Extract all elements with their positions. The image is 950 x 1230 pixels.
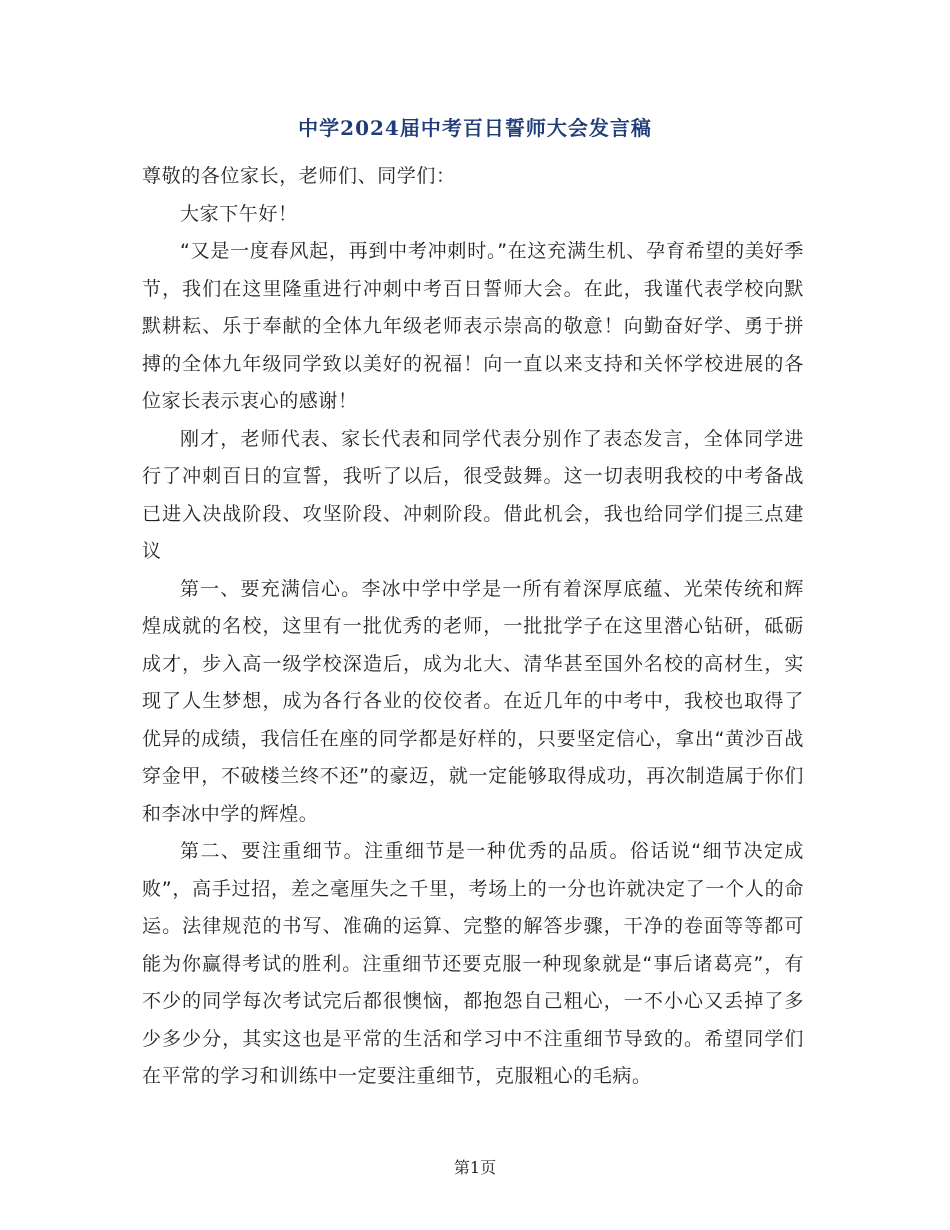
paragraph-greeting: 大家下午好！ <box>180 202 298 225</box>
document-body <box>142 158 804 1096</box>
paragraph-point-one: 第一、要充满信心。李冰中学中学是一所有着深厚底蕴、光荣传统和辉煌成就的名校，这里有一批优秀的老师，一批批学子在这里潜心钻研，砥砺成才，步入高一级学校深造后，成为北大、清华甚至国外名校的高材生，实现了人生梦想，成为各行各业的佼佼者。在近几年的中考中，我校也取得了优异的成绩，我信任在座的同学都是好样的，只要坚定信心，拿出“黄沙百战穿金甲，不破楼兰终不还”的豪迈，就一定能够取得成功，再次制造属于你们和李冰中学的辉煌。 <box>142 577 804 825</box>
paragraph-opening: “又是一度春风起，再到中考冲刺时。”在这充满生机、孕育希望的美好季节，我们在这里隆重进行冲刺中考百日誓师大会。在此，我谨代表学校向默默耕耘、乐于奉献的全体九年级老师表示崇高的敬意！向勤奋好学、勇于拼搏的全体九年级同学致以美好的祝福！向一直以来支持和关怀学校进展的各位家长表示衷心的感谢！ <box>142 240 804 412</box>
paragraph-transition: 刚才，老师代表、家长代表和同学代表分别作了表态发言，全体同学进行了冲刺百日的宣誓，我听了以后，很受鼓舞。这一切表明我校的中考备战已进入决战阶段、攻坚阶段、冲刺阶段。借此机会，我也给同学们提三点建议 <box>142 427 804 562</box>
document-title: 中学2024届中考百日誓师大会发言稿 <box>298 116 652 140</box>
page-number: 第1页 <box>453 1158 497 1177</box>
paragraph-point-two: 第二、要注重细节。注重细节是一种优秀的品质。俗话说“细节决定成败”，高手过招，差之毫厘失之千里，考场上的一分也许就决定了一个人的命运。法律规范的书写、准确的运算、完整的解答步骤，干净的卷面等等都可能为你赢得考试的胜利。注重细节还要克服一种现象就是“事后诸葛亮”，有不少的同学每次考试完后都很懊恼，都抱怨自己粗心，一不小心又丢掉了多少多少分，其实这也是平常的生活和学习中不注重细节导致的。希望同学们在平常的学习和训练中一定要注重细节，克服粗心的毛病。 <box>142 840 804 1087</box>
salutation: 尊敬的各位家长，老师们、同学们： <box>142 165 456 187</box>
